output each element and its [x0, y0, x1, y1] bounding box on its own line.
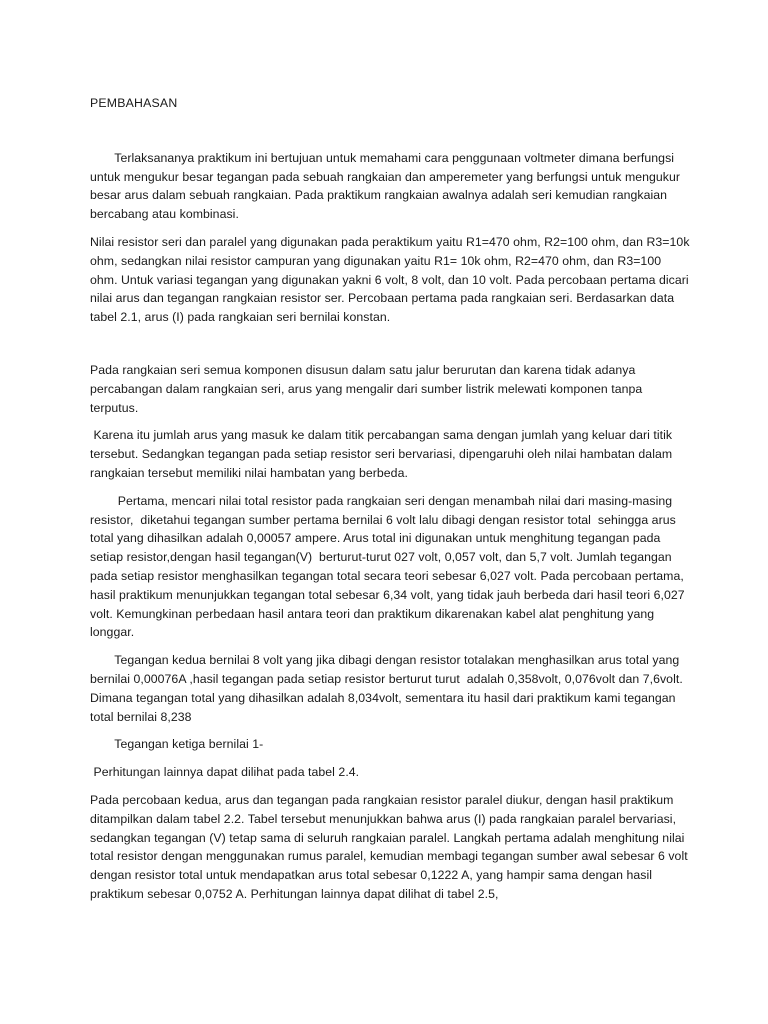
paragraph-resistor-values: Nilai resistor seri dan paralel yang digunakan pada peraktikum yaitu R1=470 ohm, R2=100 ohm, dan R3=10k ohm, sedangkan nilai resistor campuran yang digunakan yaitu R1= 10k ohm, R2=470 ohm, dan R3=100 ohm. Untuk variasi tegangan yang digunakan yakni 6 volt, 8 volt, dan 10 volt. Pada percobaan pertama dicari nilai arus dan tegangan rangkaian resistor ser. Percobaan pertama pada rangkaian seri. Berdasarkan data tabel 2.1, arus (I) pada rangkaian seri bernilai konstan.	[90, 234, 693, 325]
paragraph-series-description: Pada rangkaian seri semua komponen disusun dalam satu jalur berurutan dan karena tidak adanya percabangan dalam rangkaian seri, arus yang mengalir dari sumber listrik melewati komponen tanpa terputus.	[90, 362, 646, 415]
paragraph-current-junction: Karena itu jumlah arus yang masuk ke dalam titik percabangan sama dengan jumlah yang keluar dari titik tersebut. Sedangkan tegangan pada setiap resistor seri bervariasi, dipengaruhi oleh nilai hambatan dalam rangkaian tersebut memiliki nilai hambatan yang berbeda.	[90, 428, 676, 480]
paragraph-first-voltage: Pertama, mencari nilai total resistor pada rangkaian seri dengan menambah nilai dari masing-masing resistor, diketahui tegangan sumber pertama bernilai 6 volt lalu dibagi dengan resistor total sehingga arus total yang dihasilkan adalah 0,00057 ampere. Arus total ini digunakan untuk menghitung tegangan pada setiap resistor,dengan hasil tegangan(V) berturut-turut 027 volt, 0,057 volt, dan 5,7 volt. Jumlah tegangan pada setiap resistor menghasilkan tegangan total secara teori sebesar 6,027 volt. Pada percobaan pertama, hasil praktikum menunjukkan tegangan total sebesar 6,34 volt, yang tidak jauh berbeda dari hasil teori 6,027 volt. Kemungkinan perbedaan hasil antara teori dan praktikum dikarenakan kabel alat penghitung yang longgar.	[90, 493, 689, 640]
paragraph-second-voltage: Tegangan kedua bernilai 8 volt yang jika dibagi dengan resistor totalakan menghasilkan arus total yang bernilai 0,00076A ,hasil tegangan pada setiap resistor berturut turut adalah 0,358volt, 0,076volt dan 7,6volt. Dimana tegangan total yang dihasilkan adalah 8,034volt, sementara itu hasil dari praktikum kami tegangan total bernilai 8,238	[90, 653, 687, 724]
paragraph-parallel-experiment: Pada percobaan kedua, arus dan tegangan pada rangkaian resistor paralel diukur, dengan hasil praktikum ditampilkan dalam tabel 2.2. Tabel tersebut menunjukkan bahwa arus (I) pada rangkaian paralel bervariasi, sedangkan tegangan (V) tetap sama di seluruh rangkaian paralel. Langkah pertama adalah menghitung nilai total resistor dengan menggunakan rumus paralel, kemudian membagi tegangan sumber awal sebesar 6 volt dengan resistor total untuk mendapatkan arus total sebesar 0,1222 A, yang hampir sama dengan hasil praktikum sebesar 0,0752 A. Perhitungan lainnya dapat dilihat di tabel 2.5,	[90, 792, 692, 901]
page-title: PEMBAHASAN	[90, 96, 178, 110]
paragraph-intro: Terlaksananya praktikum ini bertujuan untuk memahami cara penggunaan voltmeter dimana berfungsi untuk mengukur besar tegangan pada sebuah rangkaian dan amperemeter yang berfungsi untuk mengukur besar arus dalam sebuah rangkaian. Pada praktikum rangkaian awalnya adalah seri kemudian rangkaian bercabang atau kombinasi.	[90, 150, 684, 222]
paragraph-third-voltage: Tegangan ketiga bernilai 1-	[90, 737, 264, 752]
paragraph-table-reference: Perhitungan lainnya dapat dilihat pada tabel 2.4.	[90, 765, 360, 780]
document-body	[90, 94, 693, 913]
